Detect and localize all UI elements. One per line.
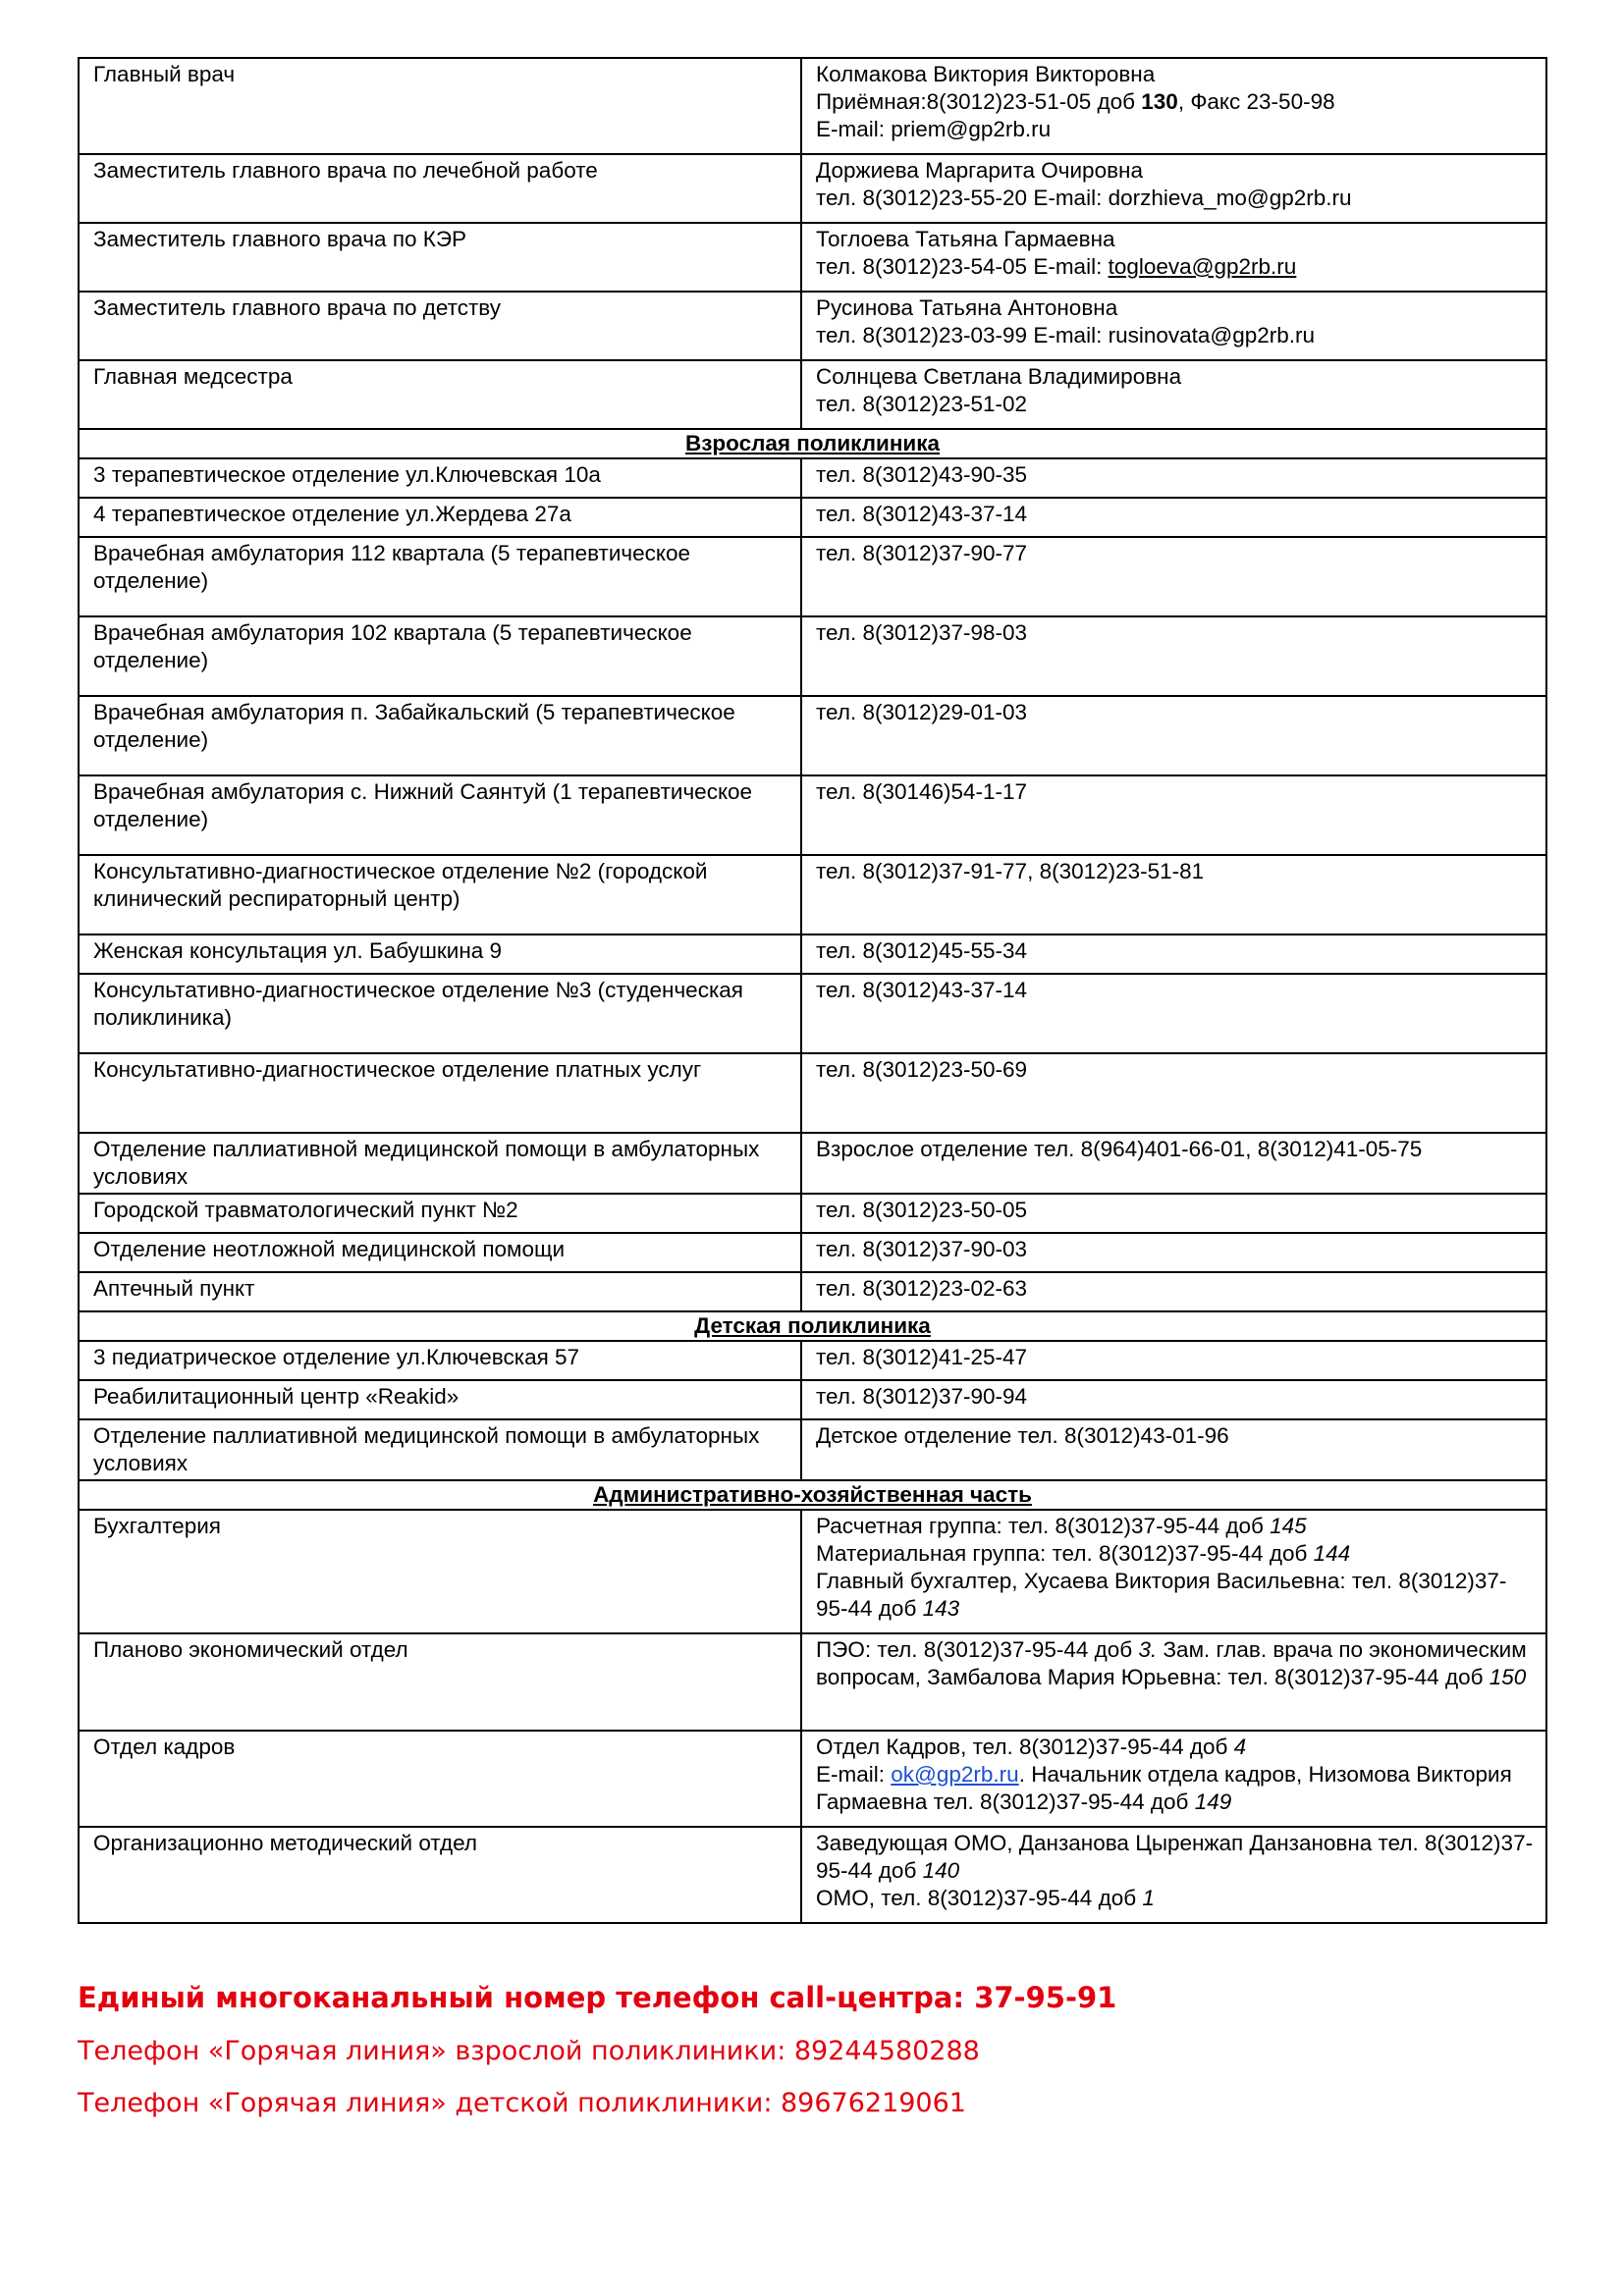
phone-ext: 143 — [922, 1596, 960, 1621]
row-label: Врачебная амбулатория п. Забайкальский (5 терапевтическое отделение) — [79, 696, 801, 775]
row-value: тел. 8(3012)45-55-34 — [801, 934, 1546, 974]
phone-ext: 3. — [1138, 1637, 1158, 1662]
kadry-line-2 — [816, 1761, 1536, 1816]
row-label-text: Заместитель главного врача по лечебной работе — [93, 158, 598, 183]
contacts-table — [78, 57, 1547, 1924]
row-value: тел. 8(3012)23-02-63 — [801, 1272, 1546, 1311]
omo-line-1 — [816, 1830, 1536, 1885]
table-row — [79, 855, 1546, 934]
row-value: тел. 8(3012)29-01-03 — [801, 696, 1546, 775]
line-text: ОМО, тел. 8(3012)37-95-44 доб — [816, 1886, 1143, 1910]
row-label: Организационно методический отдел — [79, 1827, 801, 1923]
line-text: Расчетная группа: тел. 8(3012)37-95-44 доб — [816, 1514, 1271, 1538]
table-row — [79, 1233, 1546, 1272]
line-text: Отдел Кадров, тел. 8(3012)37-95-44 доб — [816, 1735, 1234, 1759]
phone-ext: 144 — [1313, 1541, 1351, 1566]
email-link[interactable]: togloeva@gp2rb.ru — [1108, 254, 1297, 279]
row-label-text: Заместитель главного врача по детству — [93, 295, 501, 320]
phone-ext: 130 — [1141, 89, 1178, 114]
table-row — [79, 1341, 1546, 1380]
row-value: тел. 8(3012)23-50-05 — [801, 1194, 1546, 1233]
contact-name: Русинова Татьяна Антоновна — [816, 295, 1118, 320]
contact-name: Солнцева Светлана Владимировна — [816, 364, 1182, 389]
hotline-child: Телефон «Горячая линия» детской поликлиники: 89676219061 — [78, 2088, 966, 2118]
table-row — [79, 934, 1546, 974]
row-label: 3 терапевтическое отделение ул.Ключевская 10а — [79, 458, 801, 498]
row-value: тел. 8(3012)43-37-14 — [801, 974, 1546, 1053]
table-row — [79, 58, 1546, 154]
buh-line-2 — [816, 1540, 1536, 1568]
row-value — [801, 154, 1546, 223]
line-text: . Начальник отдела кадров, Низомова Виктория Гармаевна тел. 8(3012)37-95-44 доб — [816, 1762, 1512, 1814]
table-row — [79, 696, 1546, 775]
phone-prefix: Приёмная:8(3012)23-51-05 доб — [816, 89, 1142, 114]
row-label: Отделение неотложной медицинской помощи — [79, 1233, 801, 1272]
row-value: тел. 8(3012)37-98-03 — [801, 616, 1546, 696]
row-label: Отделение паллиативной медицинской помощи в амбулаторных условиях — [79, 1419, 801, 1480]
callcenter-phone: Единый многоканальный номер телефон call-центра: 37-95-91 — [78, 1981, 1117, 2014]
table-row — [79, 1633, 1546, 1731]
section-header-admin — [79, 1480, 1546, 1510]
row-label — [79, 154, 801, 223]
row-label — [79, 58, 801, 154]
contact-email: E-mail: priem@gp2rb.ru — [816, 117, 1052, 141]
omo-line-2 — [816, 1885, 1536, 1912]
row-value: тел. 8(3012)37-90-77 — [801, 537, 1546, 616]
row-value — [801, 1510, 1546, 1633]
phone-prefix: тел. 8(3012)23-54-05 E-mail: — [816, 254, 1109, 279]
section-title: Административно-хозяйственная часть — [79, 1480, 1546, 1510]
row-label: Врачебная амбулатория с. Нижний Саянтуй (1 терапевтическое отделение) — [79, 775, 801, 855]
row-value: Взрослое отделение тел. 8(964)401-66-01, 8(3012)41-05-75 — [801, 1133, 1546, 1194]
contact-name: Доржиева Маргарита Очировна — [816, 158, 1143, 183]
row-label: Аптечный пункт — [79, 1272, 801, 1311]
row-value — [801, 223, 1546, 292]
line-text: ПЭО: тел. 8(3012)37-95-44 доб — [816, 1637, 1139, 1662]
row-label-text: Заместитель главного врача по КЭР — [93, 227, 467, 251]
line-text: E-mail: — [816, 1762, 892, 1787]
footer — [78, 1981, 1545, 2140]
table-row — [79, 458, 1546, 498]
contact-phone: тел. 8(3012)23-55-20 E-mail: dorzhieva_mo@gp2rb.ru — [816, 186, 1352, 210]
phone-ext: 140 — [922, 1858, 960, 1883]
row-label — [79, 223, 801, 292]
contact-phone — [816, 88, 1536, 116]
table-row — [79, 154, 1546, 223]
table-row — [79, 1380, 1546, 1419]
phone-suffix: , Факс 23-50-98 — [1177, 89, 1335, 114]
row-label: Врачебная амбулатория 102 квартала (5 терапевтическое отделение) — [79, 616, 801, 696]
table-row — [79, 292, 1546, 360]
row-label: Консультативно-диагностическое отделение №2 (городской клинический респираторный центр) — [79, 855, 801, 934]
line-text: Зам. глав. врача по экономическим вопросам, Замбалова Мария Юрьевна: тел. 8(3012)37-95-44 доб — [816, 1637, 1527, 1689]
phone-ext: 1 — [1142, 1886, 1155, 1910]
table-row — [79, 1419, 1546, 1480]
table-row — [79, 360, 1546, 429]
row-label: Городской травматологический пункт №2 — [79, 1194, 801, 1233]
contact-name: Колмакова Виктория Викторовна — [816, 62, 1156, 86]
hotline-adult: Телефон «Горячая линия» взрослой поликлиники: 89244580288 — [78, 2036, 980, 2066]
table-row — [79, 974, 1546, 1053]
row-label: Консультативно-диагностическое отделение №3 (студенческая поликлиника) — [79, 974, 801, 1053]
phone-ext: 150 — [1489, 1665, 1527, 1689]
row-label: 4 терапевтическое отделение ул.Жердева 27а — [79, 498, 801, 537]
table-row — [79, 1731, 1546, 1827]
row-label: 3 педиатрическое отделение ул.Ключевская 57 — [79, 1341, 801, 1380]
row-label — [79, 292, 801, 360]
row-label: Отдел кадров — [79, 1731, 801, 1827]
row-value: тел. 8(3012)37-91-77, 8(3012)23-51-81 — [801, 855, 1546, 934]
row-label: Консультативно-диагностическое отделение платных услуг — [79, 1053, 801, 1133]
row-value — [801, 58, 1546, 154]
row-value — [801, 292, 1546, 360]
row-label-text: Главный врач — [93, 62, 236, 86]
contact-phone: тел. 8(3012)23-51-02 — [816, 392, 1028, 416]
row-label: Врачебная амбулатория 112 квартала (5 терапевтическое отделение) — [79, 537, 801, 616]
row-label — [79, 360, 801, 429]
row-label: Бухгалтерия — [79, 1510, 801, 1633]
section-title: Взрослая поликлиника — [79, 429, 1546, 458]
email-link[interactable]: ok@gp2rb.ru — [891, 1762, 1019, 1787]
table-row — [79, 1827, 1546, 1923]
table-row — [79, 1194, 1546, 1233]
phone-ext: 149 — [1194, 1789, 1232, 1814]
row-value — [801, 1633, 1546, 1731]
row-value: тел. 8(3012)43-90-35 — [801, 458, 1546, 498]
buh-line-3 — [816, 1568, 1536, 1623]
row-value: тел. 8(30146)54-1-17 — [801, 775, 1546, 855]
table-row — [79, 1272, 1546, 1311]
contact-name: Тоглоева Татьяна Гармаевна — [816, 227, 1115, 251]
row-label: Планово экономический отдел — [79, 1633, 801, 1731]
kadry-line-1 — [816, 1734, 1536, 1761]
row-label: Реабилитационный центр «Reakid» — [79, 1380, 801, 1419]
row-value: тел. 8(3012)43-37-14 — [801, 498, 1546, 537]
row-value: тел. 8(3012)23-50-69 — [801, 1053, 1546, 1133]
row-value: Детское отделение тел. 8(3012)43-01-96 — [801, 1419, 1546, 1480]
buh-line-1 — [816, 1513, 1536, 1540]
peo-line-1 — [816, 1636, 1536, 1691]
table-row — [79, 616, 1546, 696]
row-value — [801, 1827, 1546, 1923]
contact-phone: тел. 8(3012)23-03-99 E-mail: rusinovata@gp2rb.ru — [816, 323, 1316, 347]
row-value — [801, 360, 1546, 429]
row-label: Женская консультация ул. Бабушкина 9 — [79, 934, 801, 974]
section-header-adult — [79, 429, 1546, 458]
table-row — [79, 1053, 1546, 1133]
row-value — [801, 1731, 1546, 1827]
row-label-text: Главная медсестра — [93, 364, 293, 389]
table-row — [79, 223, 1546, 292]
phone-ext: 4 — [1233, 1735, 1247, 1759]
row-label: Отделение паллиативной медицинской помощи в амбулаторных условиях — [79, 1133, 801, 1194]
row-value: тел. 8(3012)41-25-47 — [801, 1341, 1546, 1380]
phone-ext: 145 — [1270, 1514, 1307, 1538]
table-row — [79, 775, 1546, 855]
row-value: тел. 8(3012)37-90-94 — [801, 1380, 1546, 1419]
line-text: Заведующая ОМО, Данзанова Цыренжап Данзановна тел. 8(3012)37-95-44 доб — [816, 1831, 1534, 1883]
row-value: тел. 8(3012)37-90-03 — [801, 1233, 1546, 1272]
table-row — [79, 537, 1546, 616]
line-text: Главный бухгалтер, Хусаева Виктория Васильевна: тел. 8(3012)37-95-44 доб — [816, 1569, 1507, 1621]
section-header-child — [79, 1311, 1546, 1341]
table-row — [79, 1133, 1546, 1194]
section-title: Детская поликлиника — [79, 1311, 1546, 1341]
line-text: Материальная группа: тел. 8(3012)37-95-44 доб — [816, 1541, 1314, 1566]
table-row — [79, 1510, 1546, 1633]
contact-phone — [816, 253, 1536, 281]
table-row — [79, 498, 1546, 537]
